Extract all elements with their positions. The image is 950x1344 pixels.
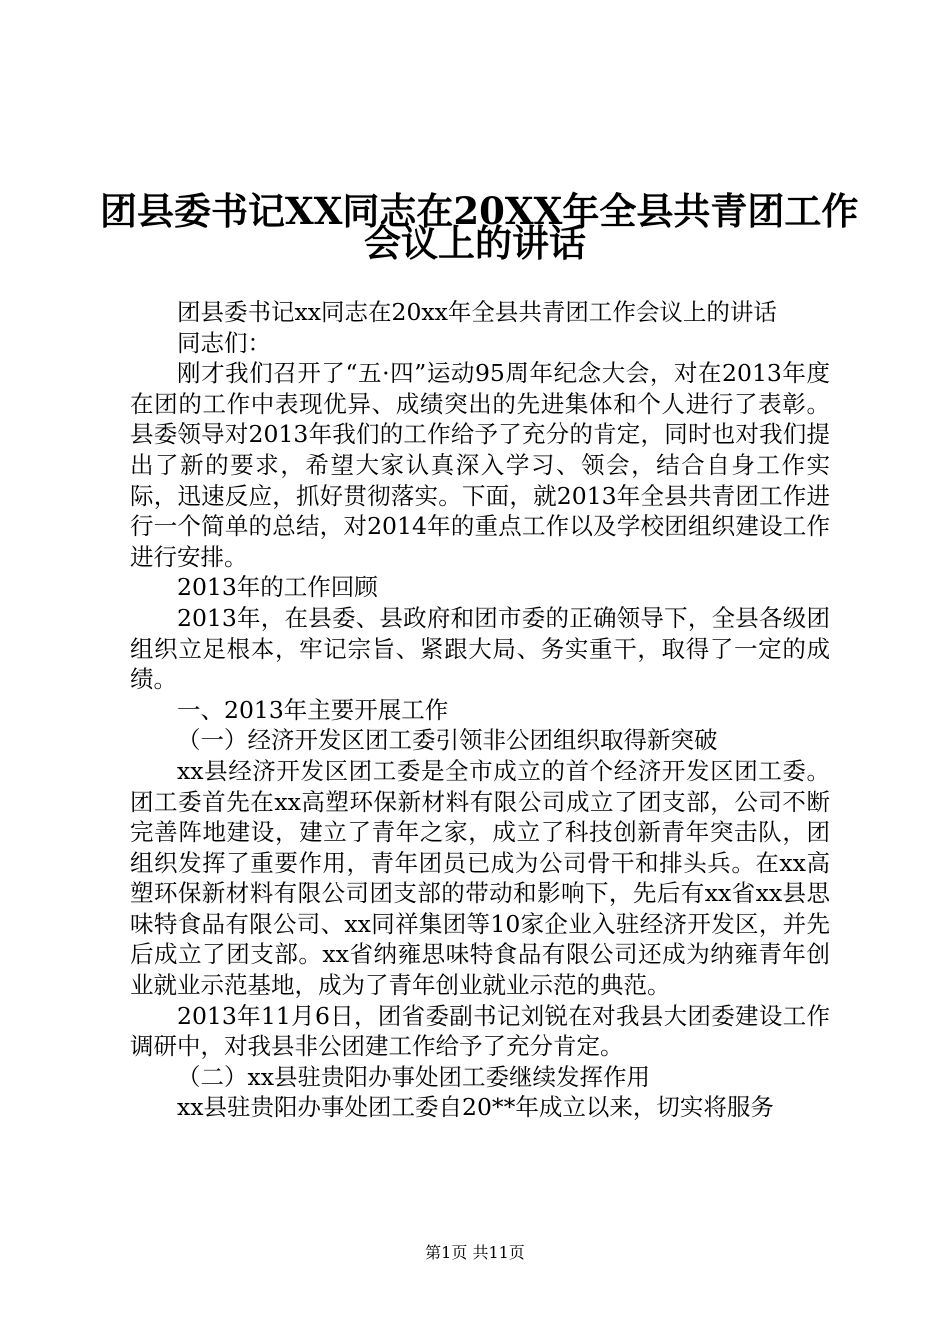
- paragraph-survey: 2013年11月6日，团省委副书记刘锐在对我县大团委建设工作调研中，对我县非公团建工作给予了充分肯定。: [130, 1001, 830, 1061]
- paragraph-review-summary: 2013年，在县委、县政府和团市委的正确领导下，全县各级团组织立足根本，牢记宗旨、紧跟大局、务实重干，取得了一定的成绩。: [130, 603, 830, 694]
- paragraph-intro: 刚才我们召开了“五·四”运动95周年纪念大会，对在2013年度在团的工作中表现优异、成绩突出的先进集体和个人进行了表彰。县委领导对2013年我们的工作给予了充分的肯定，同时也对我们提出了新的要求，希望大家认真深入学习、领会，结合自身工作实际，迅速反应，抓好贯彻落实。下面，就2013年全县共青团工作进行一个简单的总结，对2014年的重点工作以及学校团组织建设工作进行安排。: [130, 359, 830, 571]
- document-body: [130, 297, 830, 1123]
- paragraph-guiyang-office: xx县驻贵阳办事处团工委自20**年成立以来，切实将服务: [177, 1093, 774, 1122]
- paragraph-heading-repeat: 团县委书记xx同志在20xx年全县共青团工作会议上的讲话: [177, 298, 777, 326]
- subsection-heading-1: （一）经济开发区团工委引领非公团组织取得新突破: [177, 726, 718, 755]
- page-footer: 第1页 共11页: [425, 1243, 525, 1262]
- document-title-line-2: 会议上的讲话: [364, 221, 586, 265]
- paragraph-development-zone: xx县经济开发区团工委是全市成立的首个经济开发区团工委。团工委首先在xx高塑环保新材料有限公司成立了团支部，公司不断完善阵地建设，建立了青年之家，成立了科技创新青年突击队，团组织发挥了重要作用，青年团员已成为公司骨干和排头兵。在xx高塑环保新材料有限公司团支部的带动和影响下，先后有xx省xx县思味特食品有限公司、xx同祥集团等10家企业入驻经济开发区，并先后成立了团支部。xx省纳雍思味特食品有限公司还成为纳雍青年创业就业示范基地，成为了青年创业就业示范的典范。: [130, 756, 830, 1000]
- section-heading-main-work: 一、2013年主要开展工作: [177, 695, 449, 724]
- subsection-heading-2: （二）xx县驻贵阳办事处团工委继续发挥作用: [177, 1062, 651, 1091]
- document-title-line-1: 团县委书记XX同志在20XX年全县共青团工作: [100, 189, 859, 233]
- section-heading-review: 2013年的工作回顾: [177, 573, 378, 602]
- paragraph-salutation: 同志们：: [177, 328, 271, 357]
